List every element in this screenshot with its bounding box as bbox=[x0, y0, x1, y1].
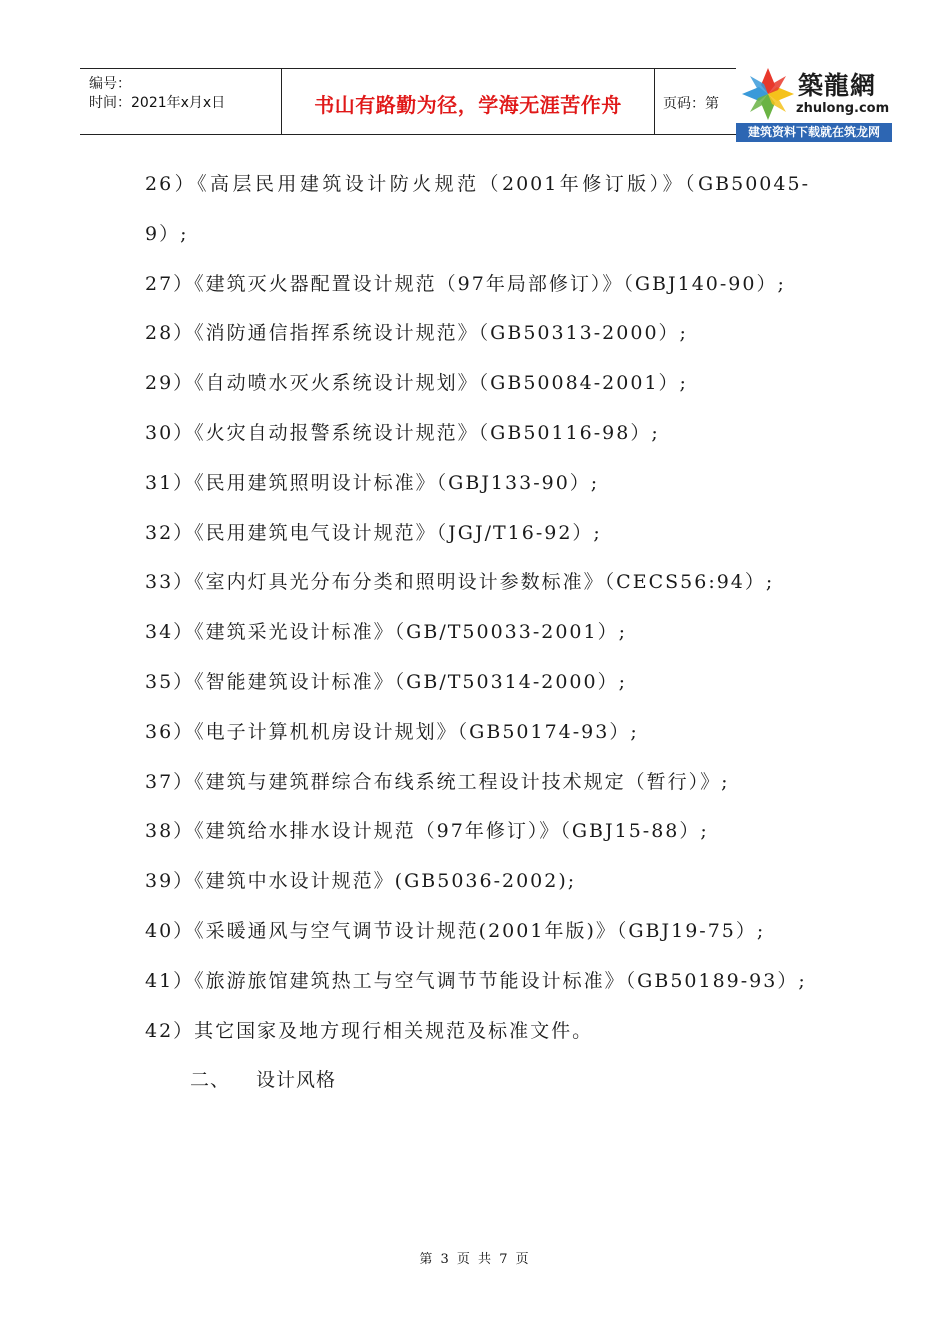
header-page-label: 页码：第 bbox=[663, 96, 719, 112]
zhulong-logo bbox=[736, 64, 892, 144]
list-item: 42）其它国家及地方现行相关规范及标准文件。 bbox=[145, 1019, 594, 1042]
document-date-label: 时间：2021年x月x日 bbox=[89, 95, 226, 111]
list-item: 37）《建筑与建筑群综合布线系统工程设计技术规定（暂行）》; bbox=[145, 770, 730, 793]
list-item: 30）《火灾自动报警系统设计规范》（GB50116-98）; bbox=[145, 421, 660, 444]
section-heading bbox=[145, 1056, 810, 1106]
section-title: 设计风格 bbox=[256, 1069, 337, 1092]
list-item: 29）《自动喷水灭火系统设计规划》（GB50084-2001）; bbox=[145, 372, 688, 395]
header-motto: 书山有路勤为径，学海无涯苦作舟 bbox=[314, 92, 622, 117]
list-item: 33）《室内灯具光分布分类和照明设计参数标准》（CECS56:94）; bbox=[145, 571, 775, 594]
list-item: 34）《建筑采光设计标准》（GB/T50033-2001）; bbox=[145, 621, 628, 644]
list-item: 41）《旅游旅馆建筑热工与空气调节节能设计标准》（GB50189-93）; bbox=[145, 969, 807, 992]
page-footer: 第 3 页 共 7 页 bbox=[419, 1252, 531, 1267]
list-item: 39）《建筑中水设计规范》(GB5036-2002); bbox=[145, 870, 577, 893]
zhulong-logo-icon bbox=[740, 66, 796, 122]
list-item: 28）《消防通信指挥系统设计规范》（GB50313-2000）; bbox=[145, 322, 688, 345]
section-number: 二、 bbox=[190, 1069, 231, 1092]
document-body bbox=[145, 160, 810, 1106]
list-item: 32）《民用建筑电气设计规范》（JGJ/T16-92）; bbox=[145, 521, 602, 544]
list-item: 40）《采暖通风与空气调节设计规范(2001年版)》（GBJ19-75）; bbox=[145, 919, 766, 942]
list-item: 26）《高层民用建筑设计防火规范（2001年修订版）》（GB50045-9）; bbox=[145, 173, 810, 245]
list-item: 35）《智能建筑设计标准》（GB/T50314-2000）; bbox=[145, 670, 628, 693]
list-item: 31）《民用建筑照明设计标准》（GBJ133-90）; bbox=[145, 471, 600, 494]
header-motto-cell bbox=[282, 69, 655, 134]
logo-chinese-name: 築龍網 bbox=[798, 71, 877, 100]
document-code-label: 编号： bbox=[89, 76, 131, 92]
logo-slogan: 建筑资料下载就在筑龙网 bbox=[736, 123, 892, 142]
list-item: 36）《电子计算机机房设计规划》（GB50174-93）; bbox=[145, 720, 639, 743]
logo-domain: zhulong.com bbox=[796, 101, 890, 116]
list-item: 27）《建筑灭火器配置设计规范（97年局部修订）》（GBJ140-90）; bbox=[145, 272, 786, 295]
header-meta-cell bbox=[80, 69, 282, 134]
list-item: 38）《建筑给水排水设计规范（97年修订）》（GBJ15-88）; bbox=[145, 820, 709, 843]
